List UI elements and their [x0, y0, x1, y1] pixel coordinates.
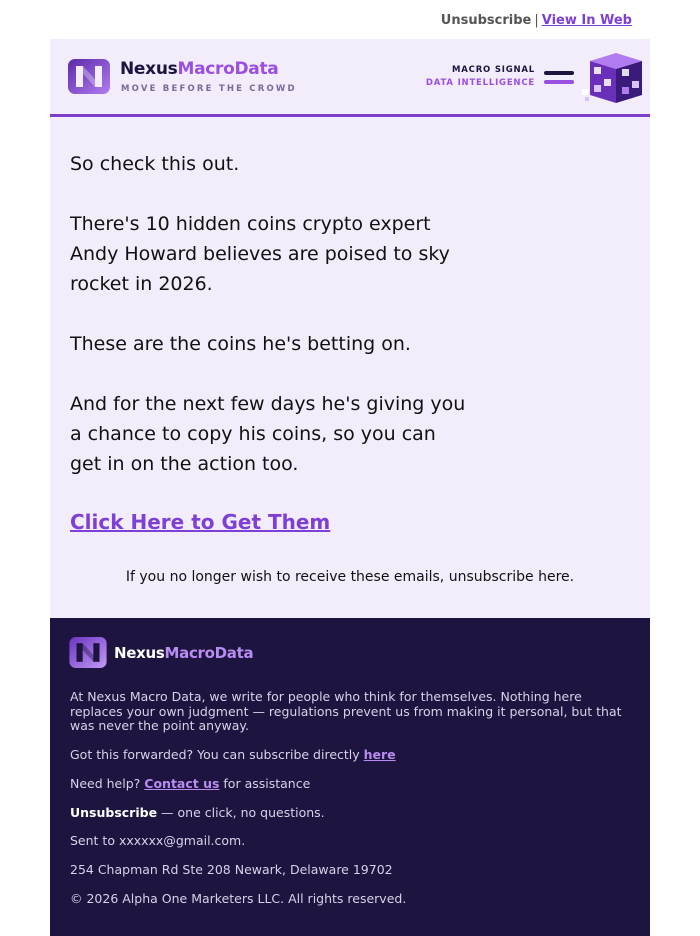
footer-brand-part1: Nexus [114, 644, 165, 662]
brand-part1: Nexus [120, 59, 178, 79]
footer-unsubscribe [70, 806, 630, 821]
help-text: Need help? [70, 776, 145, 791]
footer-help [70, 777, 630, 792]
brand-name [120, 59, 278, 79]
forwarded-text: Got this forwarded? You can subscribe directly [70, 747, 364, 762]
top-links [441, 13, 632, 28]
body-paragraph: So check this out. [70, 153, 240, 175]
cta-link[interactable]: Click Here to Get Them [70, 510, 331, 534]
signal-line2: DATA INTELLIGENCE [425, 78, 535, 88]
footer-sent-to: Sent to xxxxxx@gmail.com. [70, 833, 246, 848]
footer-forwarded [70, 748, 630, 763]
pixel-cube-icon [580, 51, 644, 105]
email-header [50, 39, 650, 117]
contact-us-link[interactable]: Contact us [144, 776, 220, 791]
email-body [50, 117, 650, 618]
top-unsubscribe-link[interactable]: Unsubscribe [440, 13, 532, 28]
equals-bars-icon [544, 69, 574, 89]
body-paragraph: There's 10 hidden coins crypto expert Andy Howard believes are poised to sky rocket in 2026. [70, 213, 450, 295]
body-paragraph: And for the next few days he's giving you a chance to copy his coins, so you can get in on the action too. [70, 393, 466, 475]
email-footer [50, 618, 650, 936]
body-copy [70, 149, 470, 509]
footer-brand-name [114, 644, 253, 662]
footer-logo-icon [69, 637, 107, 668]
top-links-separator: | [534, 13, 539, 28]
body-paragraph: These are the coins he's betting on. [70, 333, 411, 355]
view-in-web-link[interactable]: View In Web [541, 13, 632, 28]
footer-address: 254 Chapman Rd Ste 208 Newark, Delaware 19702 [70, 862, 393, 877]
brand-part2: MacroData [177, 59, 279, 79]
brand-tagline: MOVE BEFORE THE CROWD [121, 84, 297, 94]
footer-unsubscribe-rest: — one click, no questions. [157, 805, 325, 820]
signal-label [426, 65, 535, 88]
help-suffix: for assistance [219, 776, 311, 791]
signal-line1: MACRO SIGNAL [452, 65, 535, 75]
footer-brand-part2: MacroData [164, 644, 254, 662]
nexus-n-logo-icon [68, 59, 110, 94]
subscribe-here-link[interactable]: here [363, 747, 396, 762]
unsubscribe-note[interactable]: If you no longer wish to receive these emails, unsubscribe here. [125, 569, 575, 585]
footer-about: At Nexus Macro Data, we write for people who think for themselves. Nothing here replaces your own judgment — regulations prevent us from making it personal, but that was never the point anyway. [70, 689, 622, 733]
footer-copyright: © 2026 Alpha One Marketers LLC. All rights reserved. [70, 891, 407, 906]
footer-unsubscribe-link[interactable]: Unsubscribe [70, 805, 158, 820]
